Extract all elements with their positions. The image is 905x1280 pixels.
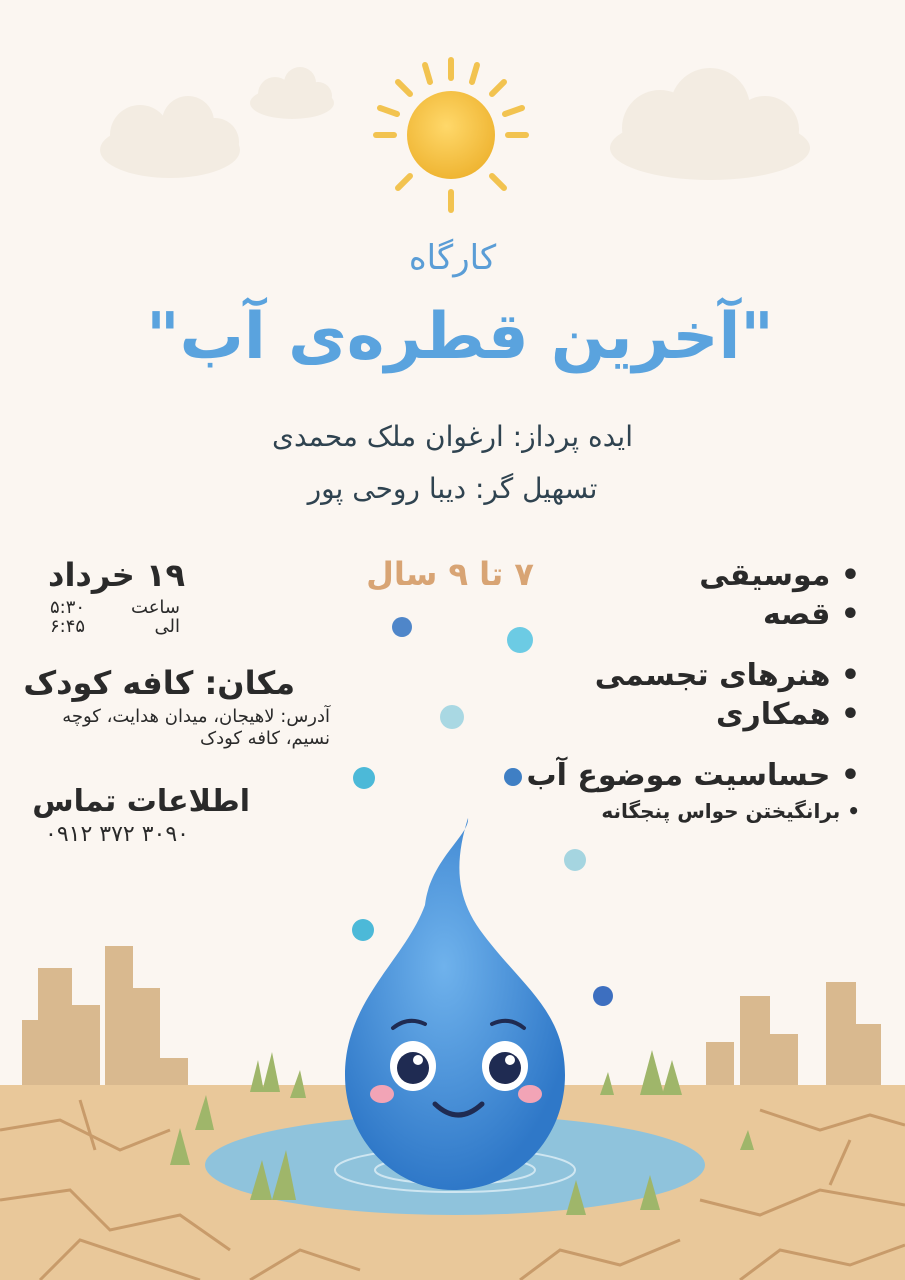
cloud-right-icon (610, 68, 810, 180)
list-item: • برانگیختن حواس پنجگانه (601, 799, 860, 823)
cloud-left-icon (100, 96, 240, 178)
list-item: • موسیقی (699, 558, 860, 593)
cloud-small-icon (250, 67, 334, 119)
page-title: "آخرین قطره‌ی آب" (146, 300, 774, 374)
venue-address: آدرس: لاهیجان، میدان هدایت، کوچه نسیم، کافه کودک (62, 706, 330, 749)
list-item: • هنرهای تجسمی (594, 658, 860, 693)
credit-facilitator: تسهیل گر: دیبا روحی پور (307, 472, 598, 505)
venue-title: مکان: کافه کودک (23, 664, 295, 702)
event-time (50, 598, 180, 636)
event-date: ۱۹ خرداد (48, 556, 185, 594)
list-item: • قصه (762, 597, 860, 632)
list-item: • حساسیت موضوع آب (526, 758, 860, 793)
topics-list (520, 556, 860, 823)
contact-title: اطلاعات تماس (32, 784, 250, 819)
buildings-left-icon (22, 946, 188, 1090)
time-label: ساعت (131, 597, 180, 618)
contact-phone: ۰۹۱۲ ۳۷۲ ۳۰۹۰ (45, 822, 189, 847)
kicker-label: کارگاه (408, 238, 497, 278)
water-drop-character-icon (345, 818, 565, 1190)
list-item: • همکاری (715, 697, 860, 732)
credit-idea: ایده پرداز: ارغوان ملک محمدی (272, 420, 633, 453)
sun-icon (376, 60, 526, 210)
time-end: ۶:۴۵ (50, 616, 86, 637)
age-range: ۷ تا ۹ سال (366, 555, 534, 593)
time-start: ۵:۳۰ (50, 597, 86, 618)
buildings-right-icon (706, 982, 881, 1090)
time-separator: الی (154, 616, 180, 637)
